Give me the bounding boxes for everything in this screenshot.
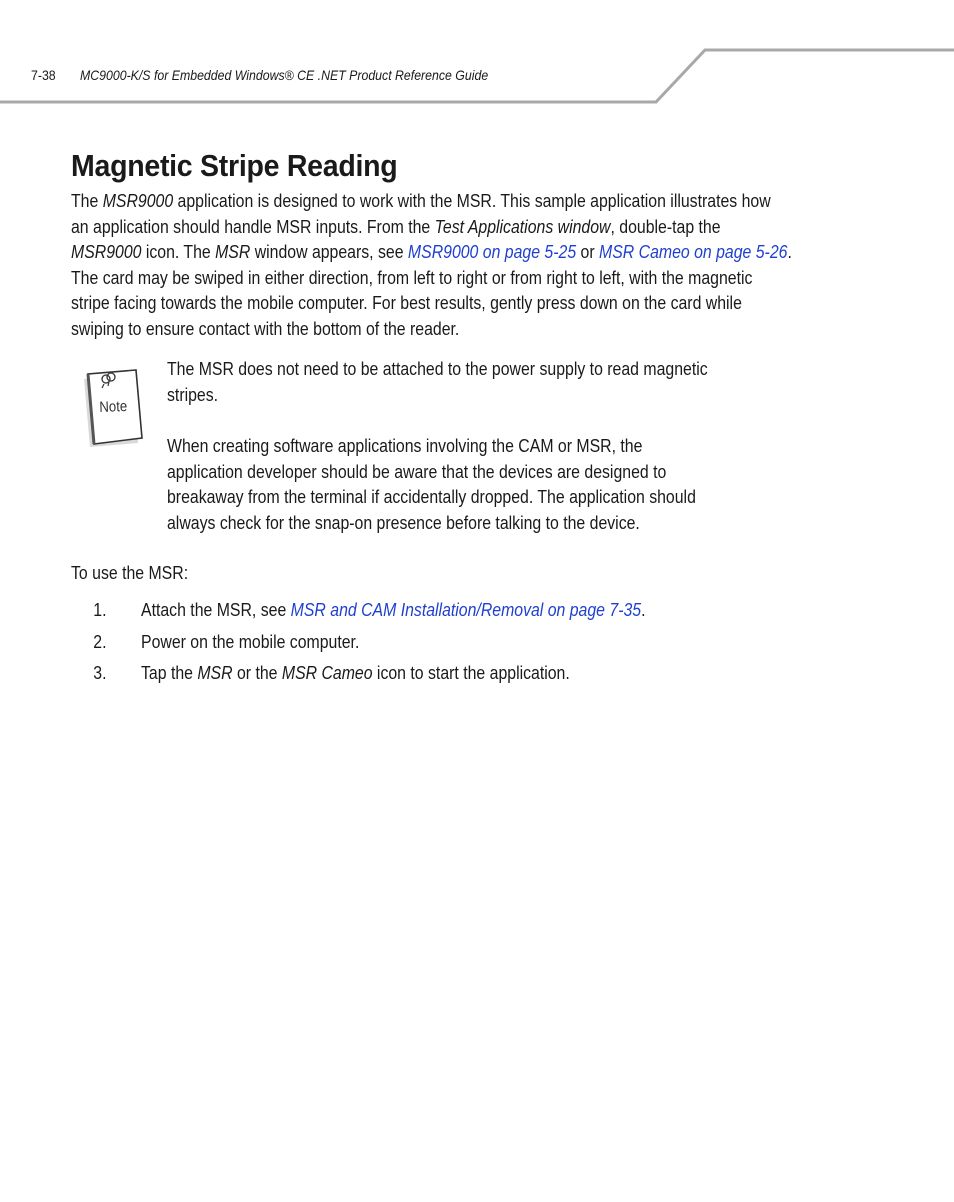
link-msr9000[interactable]: MSR9000 on page 5-25 [407,242,577,263]
page-number: 7-38 [31,67,56,83]
procedure-intro: To use the MSR: [71,563,189,583]
link-msr-cam-installation[interactable]: MSR and CAM Installation/Removal on page 7-35 [290,600,642,620]
note-label: Note [99,398,128,416]
list-item-text: Attach the MSR, see MSR and CAM Installation/Removal on page 7-35. [141,600,646,620]
link-msr-cameo[interactable]: MSR Cameo on page 5-26 [599,242,788,263]
section-heading: Magnetic Stripe Reading [71,148,398,183]
document-title: MC9000-K/S for Embedded Windows® CE .NET Product Reference Guide [80,67,489,83]
list-item-text: Power on the mobile computer. [141,632,360,652]
intro-paragraph: The MSR9000 application is designed to work with the MSR. This sample application illustrates how an application should handle MSR inputs. From the Test Applications window, double-tap the MSR9000 icon. The MSR window appears, see MSR9000 on page 5-25 or MSR Cameo on page 5-26. The card may be swiped in either direction, from left to right or from right to left, with the magnetic stripe facing towards the mobile computer. For best results, gently press down on the card while swiping to ensure contact with the bottom of the reader. [71,191,792,339]
note-paragraph-1: The MSR does not need to be attached to the power supply to read magnetic stripes. [167,359,708,405]
list-item-text: Tap the MSR or the MSR Cameo icon to start the application. [141,663,570,683]
note-paragraph-2: When creating software applications involving the CAM or MSR, the application developer should be aware that the devices are designed to breakaway from the terminal if accidentally dropped. The application should always check for the snap-on presence before talking to the device. [167,436,696,533]
header-rule [0,0,954,110]
